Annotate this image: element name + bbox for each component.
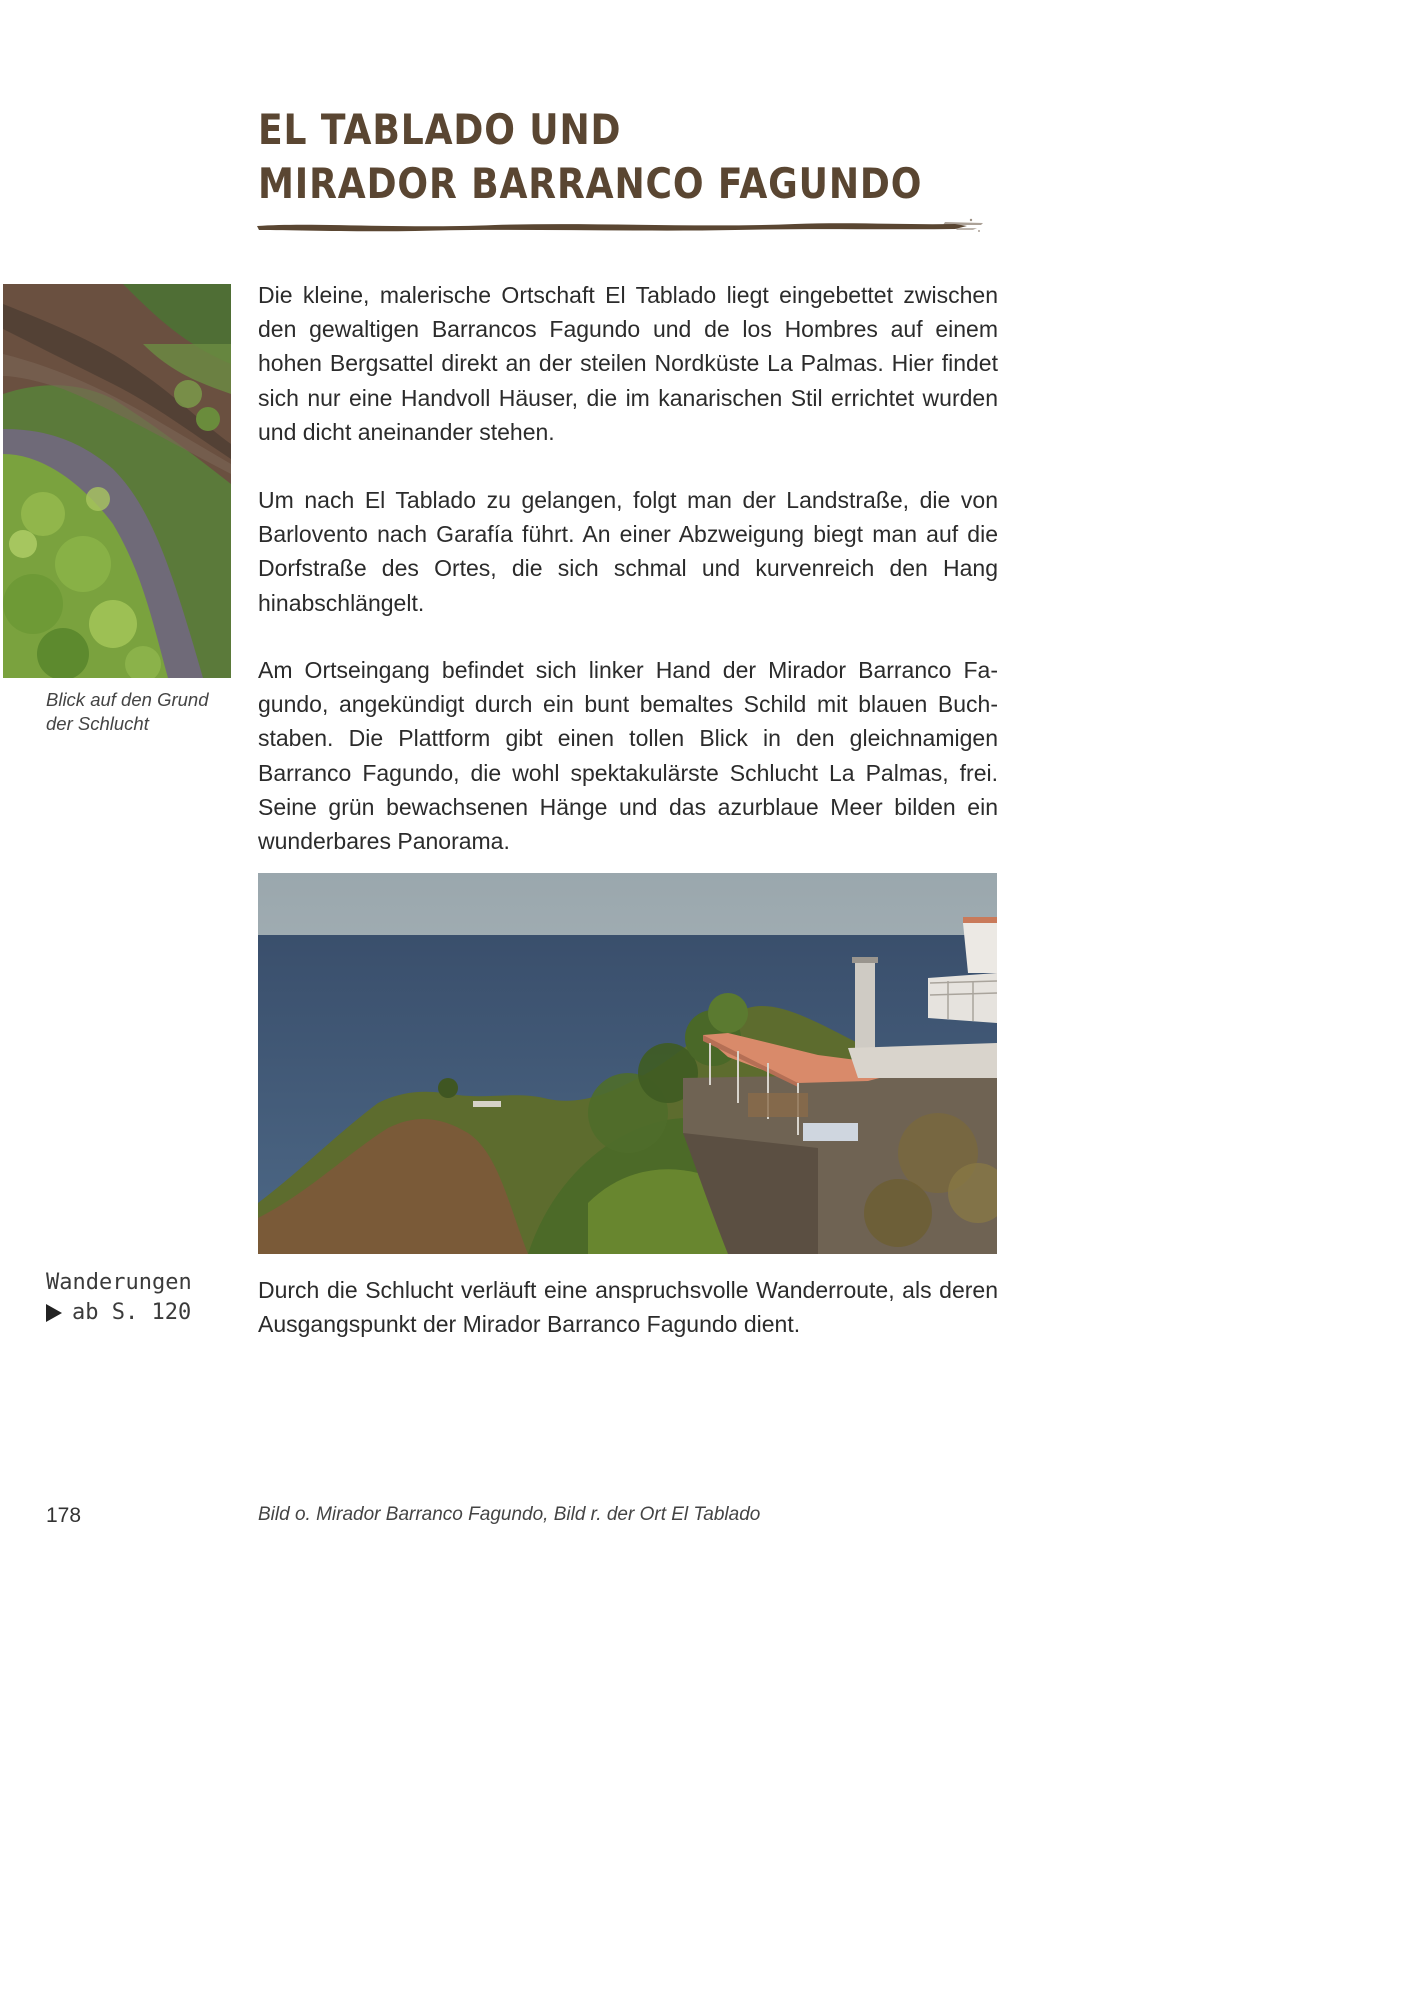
hike-reference-page: ab S. 120 [72,1300,192,1325]
hike-reference [46,1268,246,1328]
triangle-arrow-icon [46,1304,62,1322]
brush-stroke-divider [255,216,985,236]
page-title-line-1: EL TABLADO UND [258,105,622,154]
page-title [258,103,923,211]
page-title-line-2: MIRADOR BARRANCO FAGUNDO [258,159,923,208]
paragraph-3: Am Ortseingang befindet sich linker Hand der Mirador Barranco Fagundo, angekündigt durch ein bunt bemaltes Schild mit blauen Buchstaben. Die Plattform gibt einen tollen Blick in den gleichnamigen Barranco Fagundo, die wohl spektakulärste Schlucht La Palmas, frei. Seine grün bewachsenen Hänge und das azurblaue Meer bilden ein wunderbares Panorama. [258,657,998,855]
main-photo-mirador [258,873,997,1254]
side-photo-canyon [3,284,231,678]
page-number: 178 [46,1504,82,1527]
footer-photo-caption: Bild o. Mirador Barranco Fagundo, Bild r. der Ort El Tablado [258,1504,761,1525]
paragraph-1: Die kleine, malerische Ortschaft El Tablado liegt eingebettet zwischen den gewaltigen Barrancos Fagundo und de los Hombres auf einem hohen Bergsattel direkt an der steilen Nordküste La Palmas. Hier findet sich nur eine Handvoll Häuser, die im kanarischen Stil errichtet wurden und dicht aneinander stehen. [258,282,998,445]
hike-reference-label: Wanderungen [46,1270,192,1295]
paragraph-4: Durch die Schlucht verläuft eine anspruchsvolle Wanderroute, als deren Ausgangspunkt der Mirador Barranco Fagundo dient. [258,1277,998,1338]
paragraph-2: Um nach El Tablado zu gelangen, folgt man der Landstraße, die von Barlovento nach Garafía führt. An einer Abzweigung biegt man auf die Dorfstraße des Ortes, die sich schmal und kurvenreich den Hang hinabschlängelt. [258,487,998,616]
side-photo-caption: Blick auf den Grund der Schlucht [46,689,209,734]
